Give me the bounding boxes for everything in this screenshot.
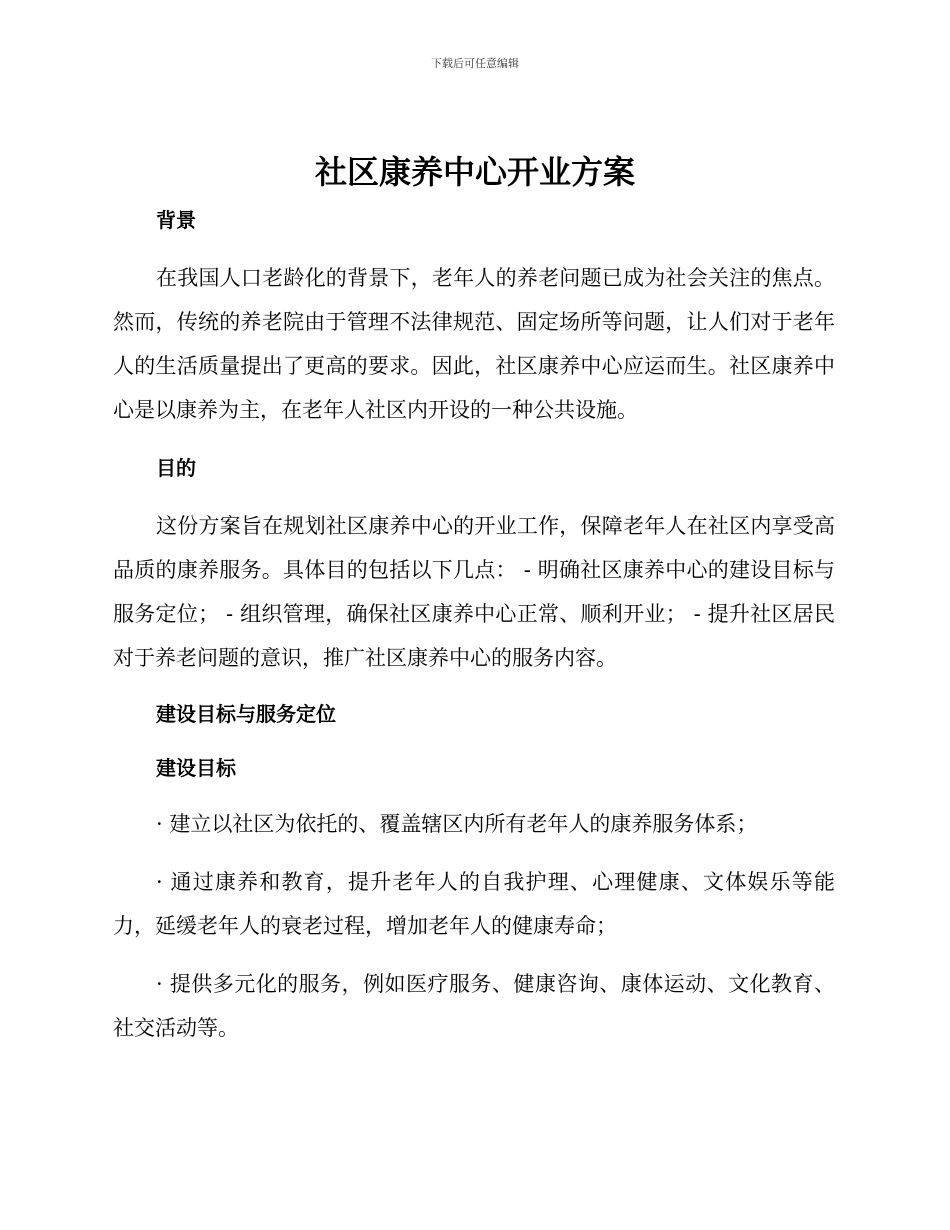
section-heading-goals: 建设目标 <box>156 756 236 780</box>
document-title: 社区康养中心开业方案 <box>314 153 635 191</box>
header-note: 下载后可任意编辑 <box>431 57 519 70</box>
section-heading-purpose: 目的 <box>156 456 196 480</box>
section-heading-positioning: 建设目标与服务定位 <box>156 702 336 726</box>
goal-item: · 建立以社区为依托的、覆盖辖区内所有老年人的康养服务体系； <box>156 812 758 836</box>
section-heading-background: 背景 <box>156 208 196 232</box>
goal-item: · 通过康养和教育，提升老年人的自我护理、心理健康、文体娱乐等能力，延缓老年人的衰老过程，增加老年人的健康寿命； <box>113 870 835 938</box>
document-body <box>113 200 835 1050</box>
paragraph-purpose: 这份方案旨在规划社区康养中心的开业工作，保障老年人在社区内享受高品质的康养服务。具体目的包括以下几点： - 明确社区康养中心的建设目标与服务定位； - 组织管理，确保社区康养中心正常、顺利开业； - 提升社区居民对于养老问题的意识，推广社区康养中心的服务内容。 <box>113 514 835 670</box>
goal-item: · 提供多元化的服务，例如医疗服务、健康咨询、康体运动、文化教育、社交活动等。 <box>113 972 835 1040</box>
paragraph-background: 在我国人口老龄化的背景下，老年人的养老问题已成为社会关注的焦点。然而，传统的养老院由于管理不法律规范、固定场所等问题，让人们对于老年人的生活质量提出了更高的要求。因此，社区康养中心应运而生。社区康养中心是以康养为主，在老年人社区内开设的一种公共设施。 <box>113 266 835 422</box>
